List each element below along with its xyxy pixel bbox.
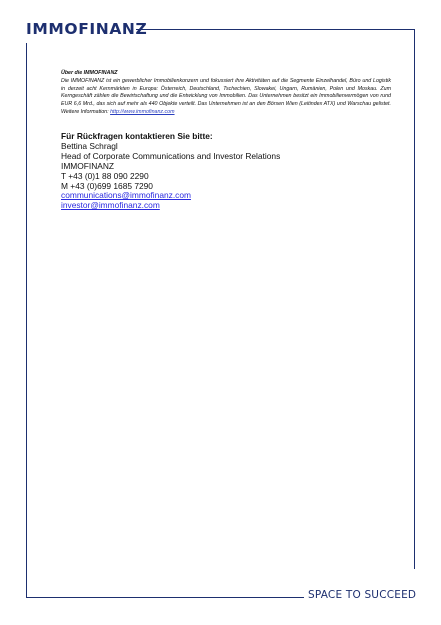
about-text [61,78,391,117]
frame-line-bottom [26,597,304,598]
about-body: Die IMMOFINANZ ist ein gewerblicher Immobilienkonzern und fokussiert ihre Aktivitäten auf die Segmente Einzelhandel, Büro und Logistik in derzeit acht Kernmärkten in Europa: Österreich, Deutschland, Tschechien, Slowakei, Ungarn, Rumänien, Polen und Moskau. Zum Kerngeschäft zählen die Bewirtschaftung und die Entwicklung von Immobilien. Das Unternehmen besitzt ein Immobilienvermögen von rund EUR 6,6 Mrd., das sich auf mehr als 440 Objekte verteilt. Das Unternehmen ist an den Börsen Wien (Leitindex ATX) und Warschau gelistet. Weitere Information: [61,77,391,115]
footer-tagline: SPACE TO SUCCEED [308,589,417,601]
contact-mobile: M +43 (0)699 1685 7290 [61,180,153,191]
frame-line-top [136,29,414,30]
contact-name: Bettina Schragl [61,140,118,151]
website-link[interactable]: http://www.immofinanz.com [110,108,175,115]
communications-email-link[interactable]: communications@immofinanz.com [61,190,191,201]
frame-line-right [414,29,415,569]
about-section [61,70,391,117]
contact-section [61,132,381,211]
contact-company: IMMOFINANZ [61,160,115,171]
contact-phone: T +43 (0)1 88 090 2290 [61,170,149,181]
contact-heading: Für Rückfragen kontaktieren Sie bitte: [61,131,213,141]
investor-email-link[interactable]: investor@immofinanz.com [61,200,160,211]
contact-role: Head of Corporate Communications and Investor Relations [61,150,281,161]
frame-line-left [26,43,27,597]
about-title: Über die IMMOFINANZ [61,70,118,76]
immofinanz-logo: IMMOFINANZ [26,20,148,38]
